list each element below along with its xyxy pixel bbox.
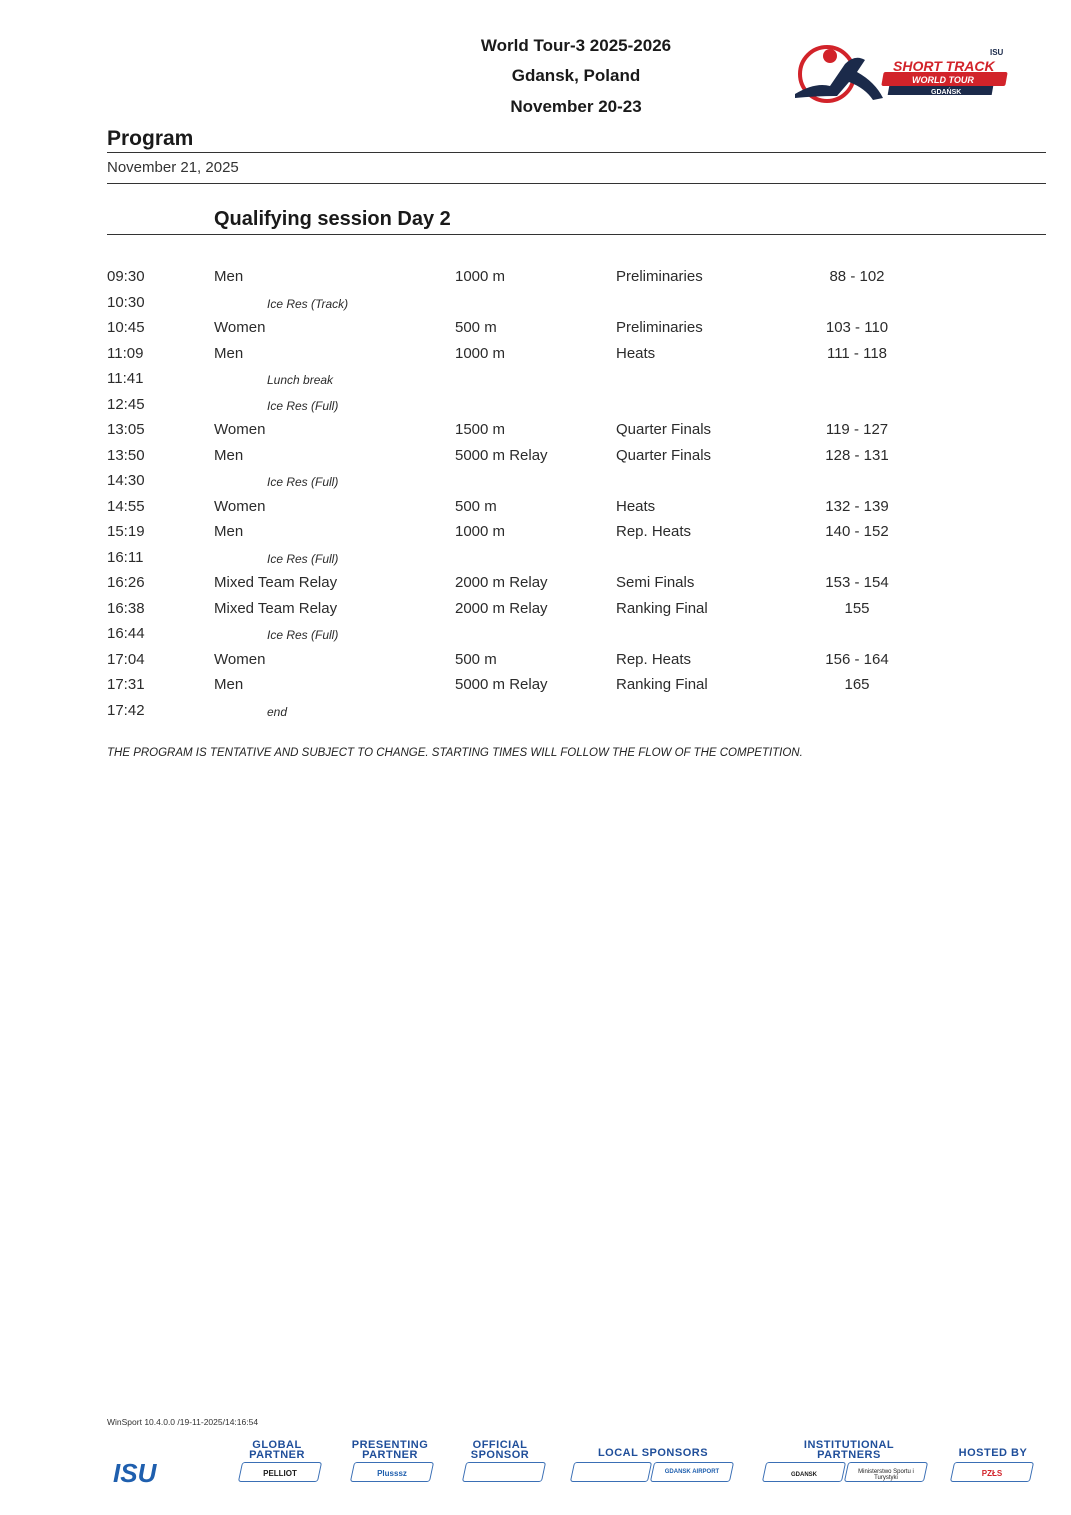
row-distance: 500 m xyxy=(455,497,497,515)
row-category: Men xyxy=(214,344,244,362)
row-category: Men xyxy=(214,676,244,693)
local-sponsor-box-1 xyxy=(570,1462,652,1482)
skater-logo-icon xyxy=(785,42,1017,104)
institutional-ministry-name: Ministerstwo Sportu i Turystyki xyxy=(858,1469,914,1481)
official-sponsor-box xyxy=(462,1462,546,1482)
schedule-row xyxy=(107,596,1047,622)
row-time: 09:30 xyxy=(107,268,145,285)
row-races: 153 - 154 xyxy=(825,574,889,591)
row-round: Heats xyxy=(616,497,656,515)
row-category: Mixed Team Relay xyxy=(214,599,338,617)
row-category: Men xyxy=(214,268,244,285)
institutional-gdansk-name: GDANSK xyxy=(790,1472,817,1478)
row-races: 156 - 164 xyxy=(825,650,889,668)
row-time: 17:42 xyxy=(107,701,145,719)
logo-subtitle-text: WORLD TOUR xyxy=(912,75,974,85)
row-category: Men xyxy=(214,446,244,464)
row-round: Preliminaries xyxy=(616,268,703,285)
row-note: Ice Res (Full) xyxy=(267,398,339,413)
schedule-note-row xyxy=(107,290,1047,316)
row-round: Quarter Finals xyxy=(616,446,712,464)
event-dates: November 20-23 xyxy=(510,97,642,116)
row-distance: 5000 m Relay xyxy=(455,446,548,464)
schedule-note-row xyxy=(107,621,1047,647)
schedule-note-row xyxy=(107,545,1047,571)
row-races: 88 - 102 xyxy=(829,268,885,285)
local-sponsors-heading: LOCAL SPONSORS xyxy=(597,1447,709,1459)
row-round: Ranking Final xyxy=(616,676,708,693)
session-title: Qualifying session Day 2 xyxy=(214,208,451,230)
schedule-row xyxy=(107,672,1047,698)
row-time: 14:55 xyxy=(107,497,145,515)
schedule-row xyxy=(107,647,1047,673)
row-category: Women xyxy=(214,497,266,515)
winsport-version: WinSport 10.4.0.0 /19-11-2025/14:16:54 xyxy=(107,1417,259,1427)
row-round: Heats xyxy=(616,344,656,362)
row-time: 10:45 xyxy=(107,319,145,336)
row-time: 16:11 xyxy=(107,548,144,566)
row-note: Ice Res (Full) xyxy=(267,628,339,642)
logo-isu-text: ISU xyxy=(990,48,1004,57)
schedule-row xyxy=(107,264,1047,290)
sponsors-footer xyxy=(100,1436,1045,1496)
local-sponsor-airport: GDANSK AIRPORT xyxy=(664,1469,720,1475)
row-time: 12:45 xyxy=(107,395,145,413)
row-round: Quarter Finals xyxy=(616,421,712,438)
row-races: 132 - 139 xyxy=(825,497,889,515)
row-time: 16:38 xyxy=(107,599,145,617)
row-distance: 1000 m xyxy=(455,344,506,362)
short-track-world-tour-logo xyxy=(785,42,1017,104)
row-round: Rep. Heats xyxy=(616,650,692,668)
row-time: 11:41 xyxy=(107,370,144,387)
row-time: 16:26 xyxy=(107,574,145,591)
row-time: 13:05 xyxy=(107,421,145,438)
row-note: Ice Res (Full) xyxy=(267,551,339,566)
row-note: Lunch break xyxy=(267,373,334,387)
row-time: 17:31 xyxy=(107,676,145,693)
row-distance: 5000 m Relay xyxy=(455,676,548,693)
row-distance: 1000 m xyxy=(455,268,506,285)
row-distance: 500 m xyxy=(455,650,497,668)
official-sponsor-heading: OFFICIAL SPONSOR xyxy=(470,1439,530,1461)
logo-city-text: GDAŃSK xyxy=(931,89,962,96)
schedule-note-row xyxy=(107,468,1047,494)
row-time: 14:30 xyxy=(107,472,145,489)
row-category: Women xyxy=(214,421,266,438)
row-distance: 500 m xyxy=(455,319,497,336)
row-distance: 2000 m Relay xyxy=(455,599,548,617)
institutional-partners-heading: INSTITUTIONAL PARTNERS xyxy=(803,1439,895,1461)
schedule-row xyxy=(107,494,1047,520)
row-round: Ranking Final xyxy=(616,599,708,617)
schedule-note-row xyxy=(107,698,1047,724)
schedule-row xyxy=(107,315,1047,341)
page-title: Program xyxy=(107,127,194,150)
row-category: Women xyxy=(214,319,266,336)
schedule-row xyxy=(107,519,1047,545)
session-rule xyxy=(107,234,1046,235)
row-time: 11:09 xyxy=(107,344,144,362)
schedule-table xyxy=(107,264,1047,723)
row-category: Men xyxy=(214,523,244,540)
row-time: 10:30 xyxy=(107,293,145,311)
row-races: 103 - 110 xyxy=(825,319,889,336)
row-time: 16:44 xyxy=(107,625,145,642)
row-races: 165 xyxy=(844,676,870,693)
row-category: Women xyxy=(214,650,266,668)
event-location: Gdansk, Poland xyxy=(511,66,641,85)
schedule-row xyxy=(107,417,1047,443)
row-time: 15:19 xyxy=(107,523,145,540)
presenting-partner-heading: PRESENTING PARTNER xyxy=(351,1439,429,1461)
schedule-row xyxy=(107,443,1047,469)
row-distance: 1000 m xyxy=(455,523,506,540)
program-date: November 21, 2025 xyxy=(107,159,239,176)
row-races: 111 - 118 xyxy=(826,344,888,362)
row-time: 13:50 xyxy=(107,446,145,464)
row-round: Semi Finals xyxy=(616,574,695,591)
date-rule xyxy=(107,183,1046,184)
title-rule xyxy=(107,152,1046,153)
event-title: World Tour-3 2025-2026 xyxy=(480,36,672,55)
hosted-by-heading: HOSTED BY xyxy=(958,1447,1028,1459)
row-round: Rep. Heats xyxy=(616,523,692,540)
global-partner-name: PELLIOT xyxy=(263,1469,297,1478)
row-category: Mixed Team Relay xyxy=(214,574,338,591)
row-races: 155 xyxy=(844,599,870,617)
isu-logo-icon xyxy=(113,1460,205,1486)
row-note: Ice Res (Track) xyxy=(267,296,349,311)
presenting-partner-name: Plusssz xyxy=(377,1469,407,1478)
row-races: 119 - 127 xyxy=(825,421,889,438)
hosted-by-name: PZŁS xyxy=(981,1469,1003,1478)
row-races: 140 - 152 xyxy=(825,523,889,540)
schedule-note-row xyxy=(107,366,1047,392)
schedule-note-row xyxy=(107,392,1047,418)
row-round: Preliminaries xyxy=(616,319,703,336)
row-distance: 2000 m Relay xyxy=(455,574,548,591)
row-races: 128 - 131 xyxy=(825,446,889,464)
schedule-row xyxy=(107,341,1047,367)
isu-logo-text: ISU xyxy=(113,1460,157,1486)
logo-title-text: SHORT TRACK xyxy=(893,58,995,74)
row-time: 17:04 xyxy=(107,650,145,668)
row-note: Ice Res (Full) xyxy=(267,475,339,489)
global-partner-heading: GLOBAL PARTNER xyxy=(249,1439,305,1461)
schedule-row xyxy=(107,570,1047,596)
disclaimer-text: THE PROGRAM IS TENTATIVE AND SUBJECT TO CHANGE. STARTING TIMES WILL FOLLOW THE FLOW OF THE COMPETITION. xyxy=(107,747,803,759)
row-note: end xyxy=(267,704,288,719)
row-distance: 1500 m xyxy=(455,421,506,438)
